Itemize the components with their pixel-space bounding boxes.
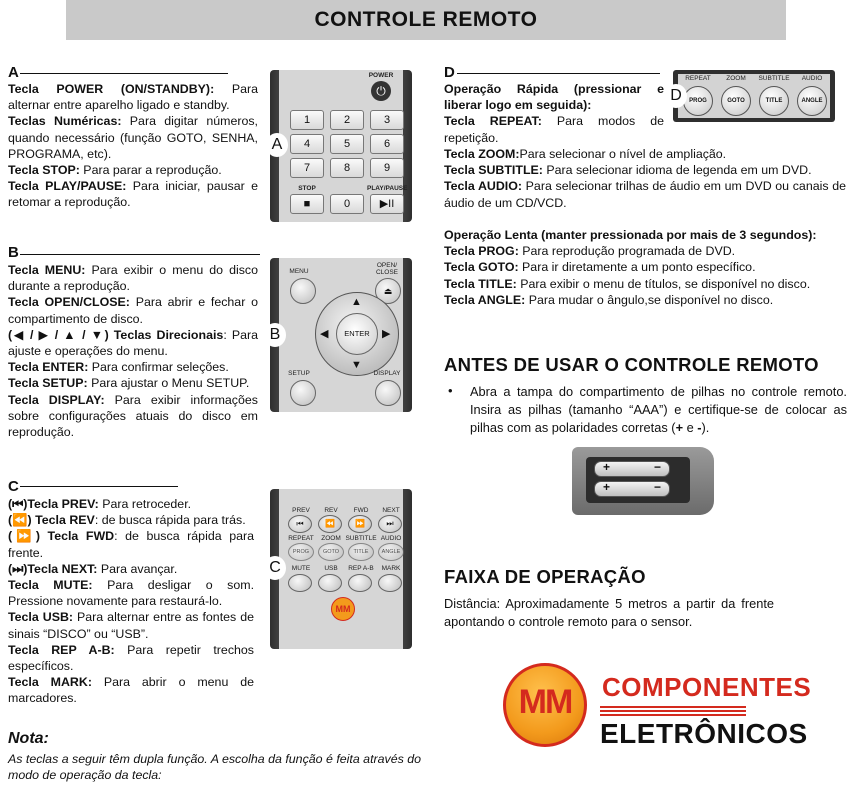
section-d-rule [457,73,660,74]
key-description [8,375,258,391]
prog-key: PROG [683,86,713,116]
key-description [8,359,258,375]
key-text: Para ir diretamente a um ponto específico. [518,260,756,275]
section-a-rule [20,73,228,74]
display-label: DISPLAY [373,370,401,377]
key-description [444,276,846,292]
note-title: Nota: [8,730,49,747]
prev-key: ⏮ [288,515,312,533]
goto-key: GOTO [318,543,344,561]
quick-op-title: Operação Rápida (pressionar e liberar logo em seguida): [444,82,664,113]
key-text: Para modos de repetição. [444,114,664,145]
logo-stripes [600,706,746,717]
num-key-2: 2 [330,110,364,130]
remote-c-label-usb: USB [324,565,338,572]
fwd-key: ⏩ [348,515,372,533]
callout-c: C [264,556,286,580]
title-key: TITLE [759,86,789,116]
num-key-8: 8 [330,158,364,178]
key-name: Tecla POWER (ON/STANDBY): [8,82,215,96]
key-description [8,496,254,512]
slow-op-title: Operação Lenta (manter pressionada por mais de 3 segundos): [444,228,817,242]
remote-c-label-rev: REV [324,507,338,514]
remote-c-top-subtitle: SUBTITLE [345,535,377,542]
section-c-text [8,496,254,707]
key-name: Tecla OPEN/CLOSE: [8,295,130,310]
num-key-6: 6 [370,134,404,154]
key-name: Tecla REPEAT: [444,114,542,129]
play-pause-key: ▶II [370,194,404,214]
key-name: (⏮)Tecla PREV: [8,497,99,511]
key-name: Tecla MENU: [8,263,86,277]
remote-c-label-repa-b: REP A-B [348,565,374,572]
right-arrow-icon: ▶ [382,328,391,340]
goto-key: GOTO [721,86,751,116]
rev-key: ⏪ [318,515,342,533]
remote-a-image [270,70,412,222]
section-a-text [8,81,258,211]
section-b-text [8,262,258,440]
menu-label: MENU [289,268,309,275]
key-description [8,113,258,162]
key-name: Teclas Numéricas: [8,114,122,129]
key-text: Para confirmar seleções. [88,360,229,375]
before-use-text [470,383,847,437]
remote-c-label-mute: MUTE [291,565,311,572]
remote-b-image [270,258,412,412]
num-key-4: 4 [290,134,324,154]
key-name: Tecla SUBTITLE: [444,163,543,178]
key-name: Tecla ENTER: [8,360,89,375]
section-c-letter: C [8,478,19,495]
before-use-text-1: Abra a tampa do compartimento de pilhas no controle remoto. Insira as pilhas (tamanho “AAA”) e certifique-se de colocar as pilhas com as polaridades corretas ( [470,384,847,435]
close-label: CLOSE [375,269,399,276]
open-label: OPEN/ [376,262,398,269]
key-name: Tecla ZOOM: [444,147,520,161]
key-description [8,327,258,359]
remote-d-image [673,70,835,122]
mute-key [288,574,312,592]
key-text: : Para ajuste e operações do menu. [8,327,258,359]
remote-c-top-audio: AUDIO [380,535,402,542]
section-c-rule [20,486,178,487]
before-use-and: e [683,420,698,435]
key-text: Para retroceder. [98,497,192,511]
key-text: Para iniciar, pausar e retomar a reprodução. [8,179,259,210]
remote-c-logo: MM [331,597,355,621]
remote-d-top-audio: AUDIO [801,75,823,82]
remote-d-top-repeat: REPEAT [685,75,711,82]
up-arrow-icon: ▲ [351,296,362,308]
section-d-letter: D [444,64,455,81]
range-title: FAIXA DE OPERAÇÃO [444,566,646,587]
num-key-3: 3 [370,110,404,130]
key-description [8,577,254,609]
num-key-0: 0 [330,194,364,214]
key-name: (◀ / ▶ / ▲ / ▼) Teclas Direcionais [8,327,224,342]
key-text: Para repetir trechos específicos. [8,642,254,674]
key-name: Tecla GOTO: [444,260,519,275]
key-text: Para alternar entre as fontes de sinais “DISCO” ou “USB”. [8,610,254,641]
before-use-bullet: • [448,383,453,398]
stop-label: STOP [298,185,316,192]
enter-key: ENTER [336,313,378,355]
range-text: Distância: Aproximadamente 5 metros a partir da frente apontando o controle remoto para o sensor. [444,596,774,629]
key-name: Tecla PLAY/PAUSE: [8,179,127,194]
power-icon: ⏻ [371,81,391,101]
remote-c-image [270,489,412,649]
key-name: Tecla REP A-B: [8,642,115,657]
key-description [8,81,258,113]
key-name: Tecla MUTE: [8,578,93,593]
section-b-rule [20,254,260,255]
rep-a-b-key [348,574,372,592]
title-key: TITLE [348,543,374,561]
remote-c-top-repeat: REPEAT [288,535,314,542]
battery-compartment-image [572,447,714,515]
setup-key [290,380,316,406]
key-text: Para desligar o som. Pressione novamente para restaurá-lo. [8,578,255,609]
remote-c-top-zoom: ZOOM [321,535,341,542]
battery-2-plus: + [603,480,611,494]
num-key-7: 7 [290,158,324,178]
key-name: (⏪) Tecla REV [8,513,95,528]
key-description [8,262,258,294]
usb-key [318,574,342,592]
callout-d: D [665,84,687,108]
key-description [8,512,254,528]
key-description [8,294,258,326]
key-description [8,674,254,706]
key-text: Para selecionar o nível de ampliação. [519,147,727,161]
key-text: Para mudar o ângulo,se disponível no disco. [525,292,774,307]
section-a-letter: A [8,64,19,81]
play-pause-label: PLAY/PAUSE [367,185,408,192]
key-name: Tecla STOP: [8,163,80,178]
key-text: Para abrir o menu de marcadores. [8,675,255,706]
key-description [444,113,664,145]
key-description [8,609,254,641]
minus-symbol: - [697,420,702,435]
key-description [444,259,846,275]
key-name: Tecla ANGLE: [444,292,526,307]
key-description [444,178,846,210]
eject-key: ⏏ [375,278,401,304]
key-text: Para selecionar trilhas de áudio em um DVD ou canais de áudio de um CD/VCD. [444,179,846,210]
callout-a: A [266,133,288,157]
key-text: Para alternar entre aparelho ligado e standby. [8,82,258,113]
note-text: As teclas a seguir têm dupla função. A escolha da função é feita através do modo de operação da tecla: [8,752,422,782]
key-description [8,561,254,577]
display-key [375,380,401,406]
key-text: Para exibir informações sobre configurações atuais do disco em reprodução. [8,392,258,440]
key-description [8,642,254,674]
key-text: : de busca rápida para frente. [8,529,254,560]
num-key-1: 1 [290,110,324,130]
key-text: Para ajustar o Menu SETUP. [87,376,250,391]
stop-key: ■ [290,194,324,214]
key-name: Tecla DISPLAY: [8,392,105,407]
key-description [444,292,846,308]
key-text: Para avançar. [97,561,178,576]
key-name: Tecla USB: [8,610,74,625]
key-description [8,528,254,560]
quick-op-heading [444,81,664,113]
angle-key: ANGLE [797,86,827,116]
key-description [444,146,846,162]
key-description [8,392,258,441]
section-d-slow [444,227,846,308]
down-arrow-icon: ▼ [351,359,362,371]
key-description [444,162,846,178]
before-use-text-2: ). [701,420,710,435]
logo-word-eletronicos: ELETRÔNICOS [600,718,808,749]
key-text: Para reprodução programada de DVD. [518,244,736,259]
key-name: Tecla SETUP: [8,376,88,391]
key-name: Tecla MARK: [8,675,92,690]
key-text: Para exibir o menu do disco durante a reprodução. [8,263,259,294]
section-d-quick-rest [444,146,846,211]
key-name: (⏭)Tecla NEXT: [8,561,98,576]
plus-symbol: + [675,420,684,435]
key-text: Para parar a reprodução. [79,163,222,178]
logo-mark-text: MM [518,683,572,721]
dpad [315,292,399,376]
logo-mark [503,663,587,747]
key-description [444,243,846,259]
section-b-letter: B [8,244,19,261]
battery-2-minus: − [653,480,661,494]
slow-op-heading [444,227,846,243]
key-name: (⏩) Tecla FWD [8,529,115,544]
key-description [8,178,258,210]
battery-1-minus: − [653,460,661,474]
key-text: Para exibir o menu de títulos, se disponível no disco. [516,276,811,291]
key-name: Tecla PROG: [444,244,519,259]
battery-1-plus: + [603,460,611,474]
menu-key [290,278,316,304]
remote-d-top-zoom: ZOOM [726,75,746,82]
section-d-quick-head [444,81,664,146]
power-label: POWER [368,72,394,79]
key-name: Tecla TITLE: [444,276,517,291]
remote-d-top-subtitle: SUBTITLE [758,75,790,82]
key-text: : de busca rápida para trás. [94,513,246,528]
key-text: Para digitar números, quando necessário (função GOTO, SENHA, PROGRAMA, etc). [8,114,258,161]
num-key-5: 5 [330,134,364,154]
before-use-title: ANTES DE USAR O CONTROLE REMOTO [444,354,819,375]
prog-key: PROG [288,543,314,561]
logo-word-componentes: COMPONENTES [602,672,812,702]
battery-1 [594,461,670,477]
key-name: Tecla AUDIO: [444,179,523,194]
num-key-9: 9 [370,158,404,178]
angle-key: ANGLE [378,543,404,561]
remote-c-label-prev: PREV [292,507,310,514]
callout-b: B [264,323,286,347]
key-text: Para selecionar idioma de legenda em um DVD. [542,163,812,178]
page-title: CONTROLE REMOTO [66,0,786,40]
left-arrow-icon: ◀ [320,328,329,340]
key-description [8,162,258,178]
remote-c-label-fwd: FWD [353,507,369,514]
battery-2 [594,481,670,497]
setup-label: SETUP [288,370,310,377]
key-text: Para abrir e fechar o compartimento de disco. [8,295,258,326]
next-key: ⏭ [378,515,402,533]
mark-key [378,574,402,592]
remote-c-label-mark: MARK [381,565,401,572]
remote-c-label-next: NEXT [382,507,400,514]
